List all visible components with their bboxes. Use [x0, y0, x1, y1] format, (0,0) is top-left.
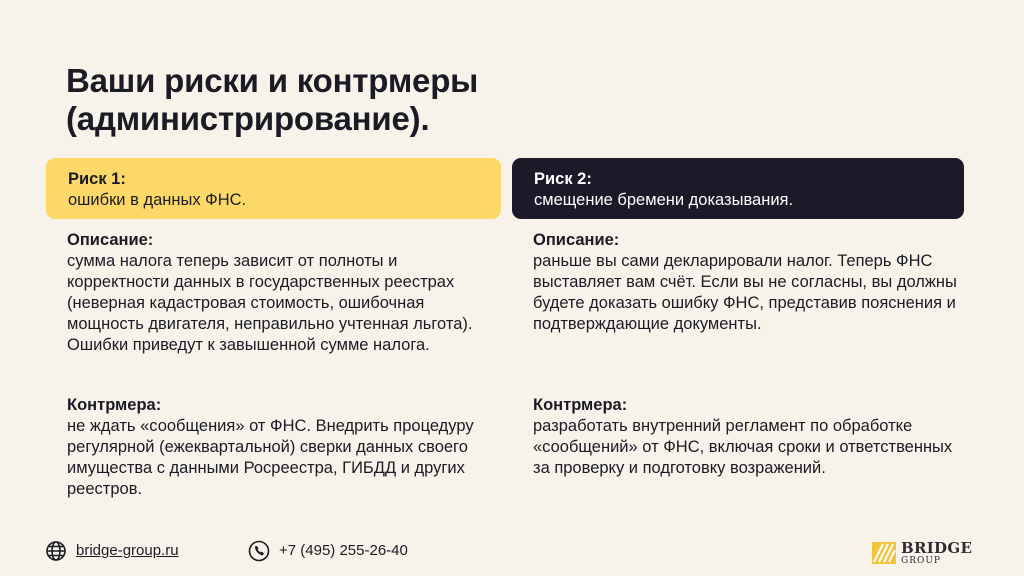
footer-phone	[248, 540, 408, 562]
risk-2-countermeasure-label: Контрмера:	[533, 396, 628, 414]
globe-icon	[45, 540, 67, 562]
risk-2-description-label: Описание:	[533, 231, 620, 249]
risk-1-text: ошибки в данных ФНС.	[68, 191, 247, 209]
website-link[interactable]: bridge-group.ru	[76, 542, 179, 559]
footer-website	[45, 540, 179, 562]
logo-sub: GROUP	[901, 555, 941, 566]
risk-1-label: Риск 1:	[68, 170, 126, 188]
risk-2-description	[533, 230, 963, 335]
risk-1-description-label: Описание:	[67, 231, 154, 249]
risk-1-card	[46, 158, 501, 219]
risk-2-card	[512, 158, 964, 219]
phone-number[interactable]: +7 (495) 255-26-40	[279, 542, 408, 559]
logo-name: BRIDGE	[901, 538, 973, 557]
bridge-group-logo	[871, 540, 972, 566]
risk-2-label: Риск 2:	[534, 170, 592, 188]
risk-2-countermeasure	[533, 395, 963, 479]
risk-2-countermeasure-text: разработать внутренний регламент по обработке «сообщений» от ФНС, включая сроки и ответственных за проверку и подготовку возражений.	[533, 417, 953, 477]
risk-1-description	[67, 230, 497, 356]
risk-1-countermeasure	[67, 395, 497, 500]
phone-icon	[248, 540, 270, 562]
bridge-logo-icon	[871, 540, 897, 566]
risk-1-countermeasure-text: не ждать «сообщения» от ФНС. Внедрить процедуру регулярной (ежеквартальной) сверки данных своего имущества с данными Росреестра, ГИБДД и других реестров.	[67, 417, 474, 498]
risk-1-description-text: сумма налога теперь зависит от полноты и корректности данных в государственных реестрах (неверная кадастровая стоимость, ошибочная мощность двигателя, неправильно учтенная льгота). Ошибки приведут к завышенной сумме налога.	[67, 252, 473, 354]
risk-1-countermeasure-label: Контрмера:	[67, 396, 162, 414]
risk-2-description-text: раньше вы сами декларировали налог. Теперь ФНС выставляет вам счёт. Если вы не согласны, вы должны будете доказать ошибку ФНС, представив пояснения и подтверждающие документы.	[533, 252, 957, 333]
page-title: Ваши риски и контрмеры (администрирование).	[66, 62, 479, 137]
risk-2-text: смещение бремени доказывания.	[534, 191, 794, 209]
